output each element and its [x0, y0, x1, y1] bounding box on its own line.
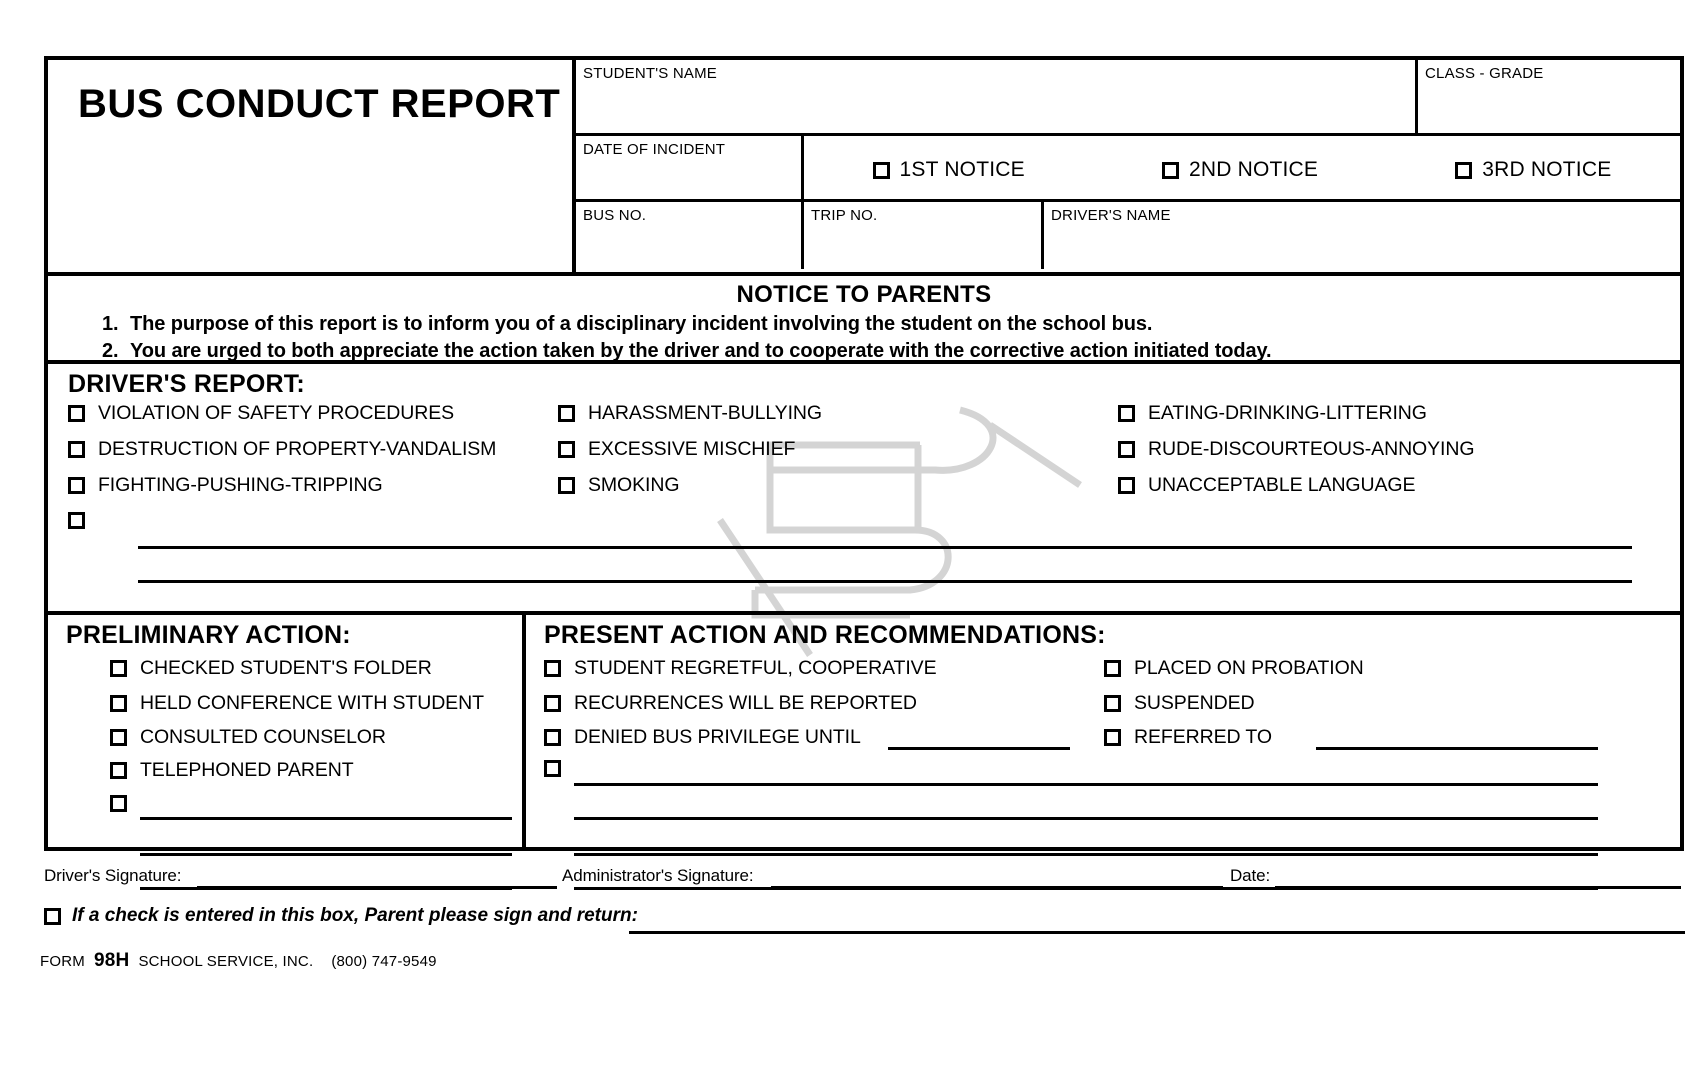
checkbox-smoking[interactable]	[558, 477, 575, 494]
checkbox-present-action-other[interactable]	[544, 760, 561, 777]
checkbox-violation-of-safety-procedures[interactable]	[68, 405, 85, 422]
option-label: TELEPHONED PARENT	[140, 759, 354, 781]
notice-option-label: 1ST NOTICE	[899, 158, 1025, 181]
checkbox-denied-bus-privilege-until[interactable]	[544, 729, 561, 746]
footer-company: SCHOOL SERVICE, INC.	[138, 953, 314, 970]
checkbox-preliminary-action-other[interactable]	[110, 795, 127, 812]
eating-drinking-littering-option[interactable]	[1118, 402, 1427, 425]
header-fields	[576, 60, 1680, 272]
denied-bus-privilege-until-input-line[interactable]	[888, 747, 1070, 750]
option-label: RUDE-DISCOURTEOUS-ANNOYING	[1148, 438, 1475, 460]
notice-options-group	[804, 136, 1680, 199]
preliminary-action-write-line[interactable]	[140, 817, 512, 820]
administrators-signature-label: Administrator's Signature:	[562, 866, 754, 885]
drivers-report-write-line[interactable]	[138, 580, 1632, 583]
form-outer-frame	[44, 56, 1684, 851]
checkbox-harassment-bullying[interactable]	[558, 405, 575, 422]
date-label: Date:	[1230, 866, 1271, 885]
footer-form-word: FORM	[40, 953, 85, 970]
consulted-counselor-option[interactable]	[110, 726, 386, 749]
checkbox-3rd-notice[interactable]	[1455, 162, 1472, 179]
recurrences-will-be-reported-option[interactable]	[544, 692, 917, 715]
checkbox-recurrences-will-be-reported[interactable]	[544, 695, 561, 712]
option-label: PLACED ON PROBATION	[1134, 657, 1364, 679]
drivers-report-block	[48, 364, 1680, 615]
notice-to-parents-heading: NOTICE TO PARENTS	[736, 281, 992, 308]
option-label: STUDENT REGRETFUL, COOPERATIVE	[574, 657, 937, 679]
harassment-bullying-option[interactable]	[558, 402, 822, 425]
checkbox-destruction-of-property-vandalism[interactable]	[68, 441, 85, 458]
drivers-name-label: DRIVER'S NAME	[1051, 207, 1171, 224]
option-label: CONSULTED COUNSELOR	[140, 726, 386, 748]
checkbox-eating-drinking-littering[interactable]	[1118, 405, 1135, 422]
option-label: SUSPENDED	[1134, 692, 1255, 714]
checkbox-1st-notice[interactable]	[873, 162, 890, 179]
parent-signature-input[interactable]	[629, 931, 1685, 934]
notice-option-label: 3RD NOTICE	[1482, 158, 1612, 181]
option-label: EATING-DRINKING-LITTERING	[1148, 402, 1427, 424]
excessive-mischief-option[interactable]	[558, 438, 795, 461]
present-action-heading: PRESENT ACTION AND RECOMMENDATIONS:	[544, 621, 1106, 649]
checkbox-2nd-notice[interactable]	[1162, 162, 1179, 179]
destruction-of-property-vandalism-option[interactable]	[68, 438, 496, 461]
placed-on-probation-option[interactable]	[1104, 657, 1364, 680]
checkbox-telephoned-parent[interactable]	[110, 762, 127, 779]
preliminary-action-write-line[interactable]	[140, 853, 512, 856]
checkbox-referred-to[interactable]	[1104, 729, 1121, 746]
drivers-signature-label: Driver's Signature:	[44, 866, 182, 885]
drivers-report-write-line[interactable]	[138, 546, 1632, 549]
present-action-write-line[interactable]	[574, 887, 1598, 890]
trip-no-field[interactable]	[804, 202, 1044, 269]
notice-item	[102, 313, 1680, 336]
checkbox-drivers-report-other[interactable]	[68, 512, 85, 529]
header-row-notice	[576, 136, 1680, 202]
checkbox-checked-students-folder[interactable]	[110, 660, 127, 677]
bus-no-label: BUS NO.	[583, 207, 647, 224]
drivers-name-field[interactable]	[1044, 202, 1680, 269]
referred-to-input-line[interactable]	[1316, 747, 1598, 750]
option-label: HELD CONFERENCE WITH STUDENT	[140, 692, 484, 714]
checked-students-folder-option[interactable]	[110, 657, 432, 680]
class-grade-label: CLASS - GRADE	[1425, 65, 1544, 82]
option-label: REFERRED TO	[1134, 726, 1272, 748]
notice-option-2nd[interactable]	[1162, 158, 1318, 182]
notice-item-text: You are urged to both appreciate the action taken by the driver and to cooperate with the corrective action initiated today.	[130, 340, 1272, 362]
checkbox-fighting-pushing-tripping[interactable]	[68, 477, 85, 494]
student-name-field[interactable]	[576, 60, 1418, 133]
option-label: EXCESSIVE MISCHIEF	[588, 438, 796, 460]
suspended-option[interactable]	[1104, 692, 1254, 715]
referred-to-option[interactable]	[1104, 726, 1272, 749]
option-label: DESTRUCTION OF PROPERTY-VANDALISM	[98, 438, 497, 460]
footer-form-number: 98H	[93, 950, 130, 971]
checkbox-consulted-counselor[interactable]	[110, 729, 127, 746]
unacceptable-language-option[interactable]	[1118, 474, 1415, 497]
held-conference-with-student-option[interactable]	[110, 692, 484, 715]
footer-phone: (800) 747-9549	[331, 953, 437, 970]
drivers-report-heading: DRIVER'S REPORT:	[68, 370, 305, 398]
student-name-label: STUDENT'S NAME	[583, 65, 718, 82]
option-label: CHECKED STUDENT'S FOLDER	[140, 657, 432, 679]
option-label: VIOLATION OF SAFETY PROCEDURES	[98, 402, 455, 424]
option-label: FIGHTING-PUSHING-TRIPPING	[98, 474, 383, 496]
fighting-pushing-tripping-option[interactable]	[68, 474, 383, 497]
title-cell	[48, 60, 576, 272]
checkbox-suspended[interactable]	[1104, 695, 1121, 712]
option-label: HARASSMENT-BULLYING	[588, 402, 822, 424]
action-panels	[48, 615, 1680, 847]
parent-return-text: If a check is entered in this box, Parent please sign and return:	[72, 905, 638, 926]
notice-option-1st[interactable]	[873, 158, 1025, 182]
option-label: RECURRENCES WILL BE REPORTED	[574, 692, 917, 714]
smoking-option[interactable]	[558, 474, 679, 497]
telephoned-parent-option[interactable]	[110, 759, 354, 782]
checkbox-student-regretful-cooperative[interactable]	[544, 660, 561, 677]
notice-to-parents-block	[48, 272, 1680, 364]
date-of-incident-label: DATE OF INCIDENT	[583, 141, 726, 158]
student-regretful-cooperative-option[interactable]	[544, 657, 937, 680]
present-action-write-line[interactable]	[574, 853, 1598, 856]
header-row-bus	[576, 202, 1680, 269]
notice-item-number: 2.	[102, 340, 119, 362]
rude-discourteous-annoying-option[interactable]	[1118, 438, 1474, 461]
form-footer	[40, 950, 437, 972]
class-grade-field[interactable]	[1418, 60, 1680, 133]
header-block	[48, 60, 1680, 272]
option-label: UNACCEPTABLE LANGUAGE	[1148, 474, 1416, 496]
present-action-write-line[interactable]	[574, 817, 1598, 820]
option-label: DENIED BUS PRIVILEGE UNTIL	[574, 726, 861, 748]
notice-item-number: 1.	[102, 313, 119, 335]
page-title: BUS CONDUCT REPORT	[78, 82, 561, 126]
notice-option-label: 2ND NOTICE	[1188, 158, 1319, 181]
checkbox-rude-discourteous-annoying[interactable]	[1118, 441, 1135, 458]
option-label: SMOKING	[588, 474, 680, 496]
bus-no-field[interactable]	[576, 202, 804, 269]
preliminary-action-write-line[interactable]	[140, 887, 512, 890]
preliminary-action-panel	[48, 615, 526, 847]
denied-bus-privilege-until-option[interactable]	[544, 726, 861, 749]
present-action-write-line[interactable]	[574, 783, 1598, 786]
notice-option-3rd[interactable]	[1455, 158, 1611, 182]
checkbox-unacceptable-language[interactable]	[1118, 477, 1135, 494]
checkbox-parent-please-sign-and-return[interactable]	[44, 908, 61, 925]
header-row-name	[576, 60, 1680, 136]
violation-of-safety-procedures-option[interactable]	[68, 402, 454, 425]
date-of-incident-field[interactable]	[576, 136, 804, 199]
checkbox-placed-on-probation[interactable]	[1104, 660, 1121, 677]
checkbox-excessive-mischief[interactable]	[558, 441, 575, 458]
preliminary-action-heading: PRELIMINARY ACTION:	[66, 621, 351, 649]
parent-return-row[interactable]	[44, 905, 638, 927]
trip-no-label: TRIP NO.	[811, 207, 878, 224]
checkbox-held-conference-with-student[interactable]	[110, 695, 127, 712]
drivers-report-write-line[interactable]	[138, 611, 1632, 614]
notice-item-text: The purpose of this report is to inform you of a disciplinary incident involving the student on the school bus.	[130, 313, 1153, 335]
present-action-panel	[526, 615, 1680, 847]
notice-item	[102, 340, 1680, 363]
